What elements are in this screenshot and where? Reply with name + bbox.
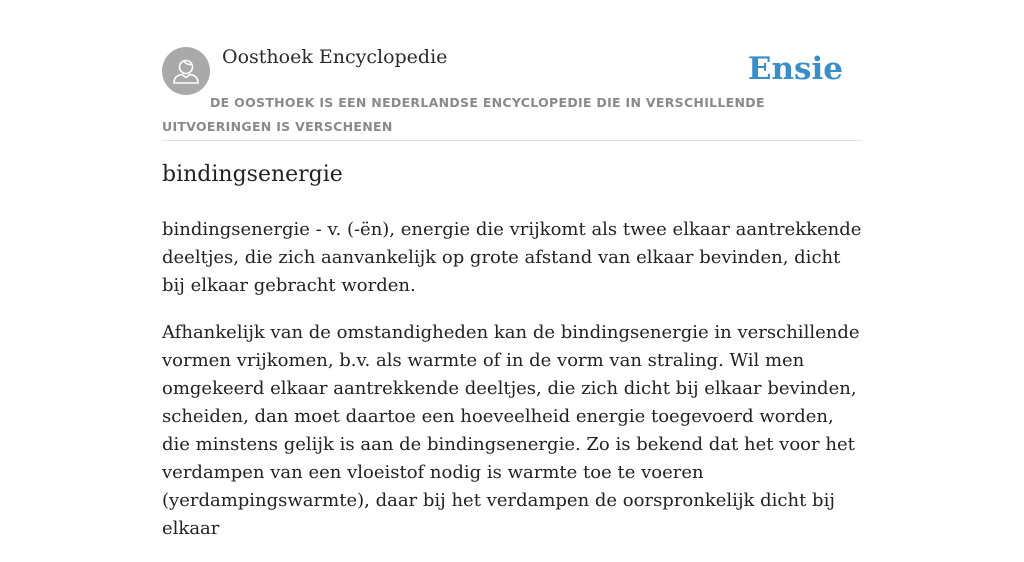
article-paragraph: Afhankelijk van de omstandigheden kan de bindingsenergie in verschillende vormen vrijkomen, b.v. als warmte of in de vorm van straling. Wil men omgekeerd elkaar aantrekkende deeltjes, die zich dicht bij elkaar bevinden, scheiden, dan moet daartoe een hoeveelheid energie toegevoerd worden, die minstens gelijk is aan de bindingsenergie. Zo is bekend dat het voor het verdampen van een vloeistof nodig is warmte toe te voeren (yerdampingswarmte), daar bij het verdampen de oorspronkelijk dicht bij elkaar — [162, 322, 860, 539]
brand-logo[interactable]: Ensie — [747, 51, 843, 87]
source-tagline: DE OOSTHOEK IS EEN NEDERLANDSE ENCYCLOPEDIE DIE IN VERSCHILLENDE UITVOERINGEN IS VERSCHENEN — [162, 95, 765, 134]
article-paragraph: bindingsenergie - v. (-ën), energie die vrijkomt als twee elkaar aantrekkende deeltjes, die zich aanvankelijk op grote afstand van elkaar bevinden, dicht bij elkaar gebracht worden. — [162, 219, 862, 296]
article-title: bindingsenergie — [162, 162, 343, 187]
user-icon — [162, 47, 210, 95]
article-body — [162, 216, 862, 562]
avatar[interactable] — [162, 47, 210, 95]
source-title[interactable]: Oosthoek Encyclopedie — [222, 46, 448, 68]
site-header — [162, 46, 862, 141]
